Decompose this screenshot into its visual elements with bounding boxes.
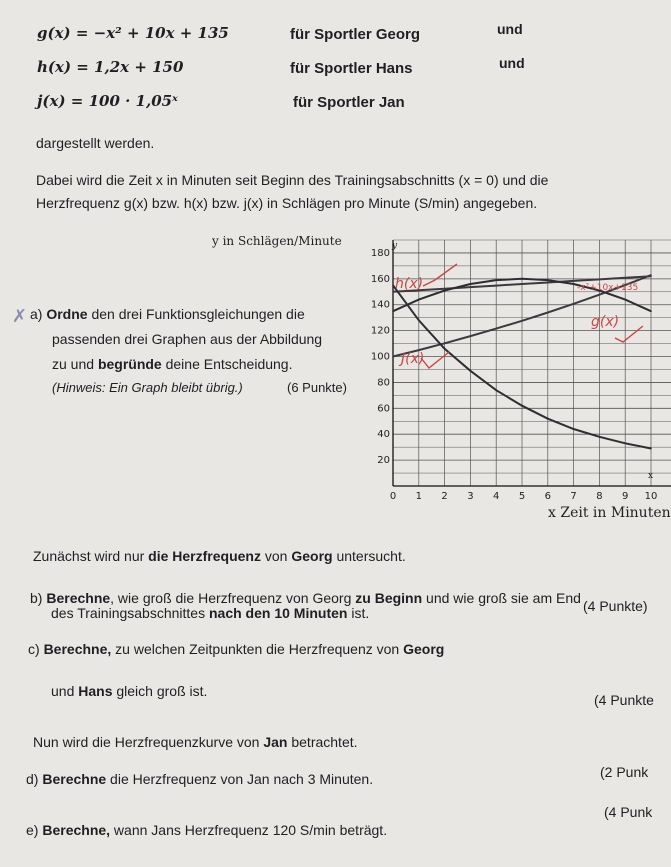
task-b-1b: zu Beginn xyxy=(355,590,423,606)
formula-j: j(x) = 100 · 1,05ˣ xyxy=(37,92,178,110)
curve-1-point-9 xyxy=(624,277,626,279)
section-georg-mid: von xyxy=(260,548,292,564)
y-tick-120: 120 xyxy=(370,325,390,337)
curve-2-point-10 xyxy=(650,274,652,276)
x-tick-0: 0 xyxy=(389,491,397,502)
red-check-1 xyxy=(423,264,457,286)
red-check-3 xyxy=(615,326,643,342)
curve-3-point-9 xyxy=(624,299,626,301)
task-a-verb-2: begründe xyxy=(97,356,162,372)
task-d-line xyxy=(26,771,373,787)
curve-2-point-7 xyxy=(573,303,575,305)
label-hans: für Sportler Hans xyxy=(290,60,413,77)
annotation-j: J(x) xyxy=(401,351,425,367)
curve-3-point-10 xyxy=(650,310,652,312)
task-a-label: a) xyxy=(30,306,43,322)
section-georg-bold: die Herzfrequenz xyxy=(148,548,261,564)
task-c-points: (4 Punkte xyxy=(594,692,654,708)
curve-3-point-7 xyxy=(573,283,575,285)
curve-3-point-1 xyxy=(418,299,420,301)
graph-ylabel: y in Schlägen/Minute xyxy=(212,234,342,248)
curve-4-point-8 xyxy=(599,436,601,438)
graph-xlabel: x Zeit in Minuten xyxy=(548,505,671,521)
curve-2-point-6 xyxy=(547,312,549,314)
task-c-1b: Georg xyxy=(403,641,445,657)
x-tick-3: 3 xyxy=(467,491,474,502)
curve-2-point-3 xyxy=(470,335,472,337)
annotation-h: h(x) xyxy=(395,276,424,292)
task-a-text-3b: deine Entscheidung. xyxy=(161,356,293,372)
task-c-label: c) xyxy=(28,641,40,657)
section-georg-post: untersucht. xyxy=(332,548,406,564)
curve-1-point-2 xyxy=(444,288,446,290)
curve-4-point-9 xyxy=(624,442,626,444)
curve-1-point-8 xyxy=(599,279,601,281)
task-e-points: (4 Punk xyxy=(604,804,653,820)
annotation-g: g(x) xyxy=(591,314,620,330)
y-axis-letter: y xyxy=(392,241,398,251)
task-a-line-2: passenden drei Graphen aus der Abbildung xyxy=(52,331,323,347)
task-c-2b: Hans xyxy=(78,683,113,699)
x-tick-labels xyxy=(390,491,658,502)
task-b-1a: , wie groß die Herzfrequenz von Georg xyxy=(110,590,356,606)
task-c-2c: gleich groß ist. xyxy=(112,683,208,699)
annotation-scribble: -x²+10x+135 xyxy=(577,283,639,293)
y-tick-180: 180 xyxy=(370,247,390,259)
task-e-text: wann Jans Herzfrequenz 120 S/min beträgt. xyxy=(110,822,388,838)
curve-1-point-3 xyxy=(470,286,472,288)
curve-3-point-0 xyxy=(392,310,394,312)
x-tick-10: 10 xyxy=(644,491,658,502)
task-a-hint: (Hinweis: Ein Graph bleibt übrig.) xyxy=(52,380,243,395)
curve-3-point-4 xyxy=(495,279,497,281)
curve-4-point-4 xyxy=(495,389,497,391)
curve-2-point-8 xyxy=(599,294,601,296)
task-a-line-3 xyxy=(52,356,292,372)
y-tick-140: 140 xyxy=(370,299,390,311)
task-e-verb: Berechne, xyxy=(42,822,111,838)
task-b-line-2 xyxy=(51,605,369,621)
curve-3-point-3 xyxy=(470,283,472,285)
section-jan-post: betrachtet. xyxy=(287,734,358,750)
section-georg xyxy=(33,548,406,564)
curve-4-point-1 xyxy=(418,319,420,321)
y-tick-160: 160 xyxy=(370,273,390,285)
x-tick-7: 7 xyxy=(570,491,577,502)
y-tick-80: 80 xyxy=(377,377,390,389)
x-tick-4: 4 xyxy=(493,491,500,502)
curve-2-point-4 xyxy=(495,328,497,330)
joiner-und-1: und xyxy=(497,21,523,37)
x-tick-6: 6 xyxy=(544,491,551,502)
formula-g: g(x) = −x² + 10x + 135 xyxy=(37,24,229,42)
pencil-mark: ✗ xyxy=(12,306,28,326)
x-tick-8: 8 xyxy=(596,491,603,502)
task-d-text: die Herzfrequenz von Jan nach 3 Minuten. xyxy=(106,771,374,787)
curve-4-point-0 xyxy=(392,285,394,287)
intro-end: dargestellt werden. xyxy=(36,135,155,151)
task-b-1c: und wie groß sie am End xyxy=(422,590,581,606)
task-d-verb: Berechne xyxy=(42,771,107,787)
curve-3-point-2 xyxy=(444,290,446,292)
task-c-2a: und xyxy=(51,683,79,699)
task-b-verb: Berechne xyxy=(46,590,111,606)
task-e-label: e) xyxy=(26,822,39,838)
task-e-line xyxy=(26,822,387,838)
y-tick-60: 60 xyxy=(377,403,390,415)
task-d-label: d) xyxy=(26,771,39,787)
curve-2-point-2 xyxy=(444,342,446,344)
intro-line-1: Dabei wird die Zeit x in Minuten seit Beginn des Trainingsabschnitts (x = 0) und die xyxy=(36,172,549,188)
section-georg-name: Georg xyxy=(291,548,333,564)
curve-4-point-3 xyxy=(470,370,472,372)
curve-4-point-10 xyxy=(650,448,652,450)
task-c-1a: zu welchen Zeitpunkten die Herzfrequenz von xyxy=(111,641,404,657)
task-a-line-1 xyxy=(30,306,305,322)
curve-1-point-7 xyxy=(573,280,575,282)
task-c-verb: Berechne, xyxy=(43,641,112,657)
curve-1-point-5 xyxy=(521,283,523,285)
task-a-text-1: den drei Funktionsgleichungen die xyxy=(91,306,305,322)
intro-line-2: Herzfrequenz g(x) bzw. h(x) bzw. j(x) in Schlägen pro Minute (S/min) angegeben. xyxy=(36,195,538,211)
task-a-points: (6 Punkte) xyxy=(287,380,347,395)
task-b-points: (4 Punkte) xyxy=(583,598,648,614)
curve-2-point-5 xyxy=(521,320,523,322)
x-tick-9: 9 xyxy=(622,491,629,502)
task-b-2b: nach den 10 Minuten xyxy=(208,605,348,621)
x-tick-2: 2 xyxy=(441,491,448,502)
curve-3-point-5 xyxy=(521,278,523,280)
section-jan xyxy=(33,734,358,750)
function-graph xyxy=(365,228,656,508)
task-d-points: (2 Punk xyxy=(600,764,649,780)
curve-2-point-0 xyxy=(392,356,394,358)
x-tick-1: 1 xyxy=(415,491,422,502)
y-tick-20: 20 xyxy=(377,455,390,467)
task-c-line-1 xyxy=(28,641,444,657)
joiner-und-2: und xyxy=(499,55,525,71)
curve-4-point-2 xyxy=(444,348,446,350)
x-tick-5: 5 xyxy=(518,491,526,502)
task-a-verb: Ordne xyxy=(46,306,88,322)
y-tick-labels xyxy=(371,248,390,466)
label-jan: für Sportler Jan xyxy=(293,94,405,111)
section-jan-pre: Nun wird die Herzfrequenzkurve von xyxy=(33,734,264,750)
curve-3-point-6 xyxy=(547,279,549,281)
label-georg: für Sportler Georg xyxy=(290,26,421,43)
y-tick-40: 40 xyxy=(377,429,390,441)
task-b-label: b) xyxy=(30,590,43,606)
x-axis-letter: x xyxy=(648,471,654,481)
section-georg-pre: Zunächst wird nur xyxy=(33,548,149,564)
task-b-2c: ist. xyxy=(347,605,370,621)
task-a-text-3a: zu und xyxy=(52,356,98,372)
curve-4-point-7 xyxy=(573,428,575,430)
task-b-2a: des Trainingsabschnittes xyxy=(51,605,209,621)
curve-4-point-5 xyxy=(521,405,523,407)
curve-1-point-0 xyxy=(392,291,394,293)
curve-1-point-6 xyxy=(547,282,549,284)
curve-4-point-6 xyxy=(547,418,549,420)
y-tick-100: 100 xyxy=(370,351,390,363)
curve-1-point-4 xyxy=(495,285,497,287)
section-jan-name: Jan xyxy=(263,734,288,750)
formula-h: h(x) = 1,2x + 150 xyxy=(37,58,184,76)
task-b-line-1 xyxy=(30,590,581,606)
task-c-line-2 xyxy=(51,683,207,699)
